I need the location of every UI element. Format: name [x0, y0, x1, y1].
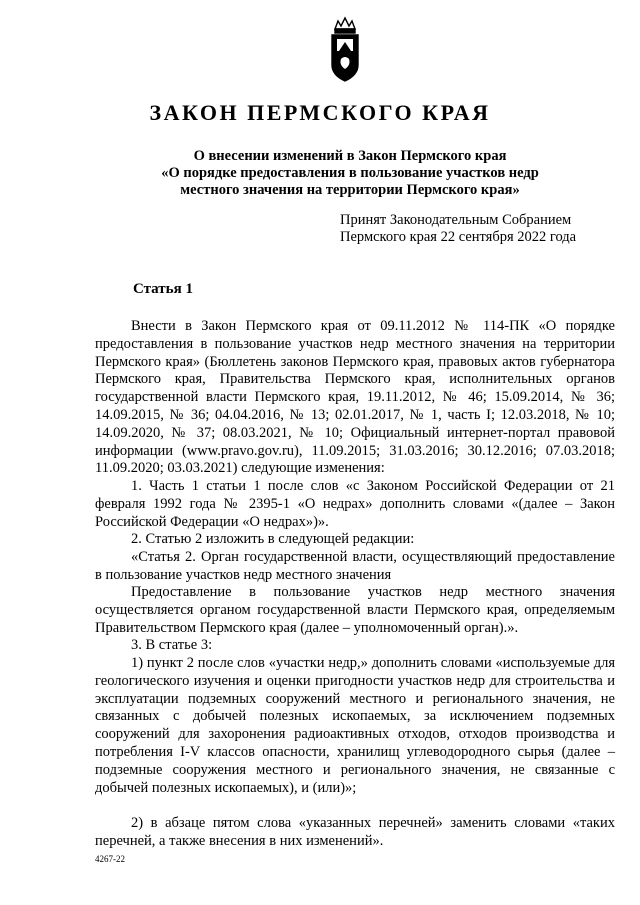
adoption-line: Принят Законодательным Собранием	[340, 212, 572, 228]
paragraph: 2. Статью 2 изложить в следующей редакции:	[131, 531, 415, 547]
subtitle-line: О внесении изменений в Закон Пермского края	[193, 148, 507, 164]
adoption-line: Пермского края 22 сентября 2022 года	[340, 229, 577, 245]
paragraph: Предоставление в пользование участков недр местного значения осуществляется органом государственной власти Пермского края, определяемым Правительством Пермского края (далее – уполномоченный орган).».	[95, 584, 615, 636]
paragraph: 2) в абзаце пятом слова «указанных перечней» заменить словами «таких перечней, а также внесения в них изменений».	[95, 815, 615, 849]
law-subtitle	[100, 148, 600, 199]
subtitle-line: местного значения на территории Пермского края»	[180, 182, 520, 198]
paragraph: 3. В статье 3:	[131, 637, 213, 653]
document-code: 4267-22	[95, 854, 125, 864]
paragraph: Внести в Закон Пермского края от 09.11.2012 № 114-ПК «О порядке предоставления в пользование участков недр местного значения на территории Пермского края» (Бюллетень законов Пермского края, правовых актов губернатора Пермского края, Правительства Пермского края, исполнительных органов государственной власти Пермского края, 19.11.2012, № 46; 15.09.2014, № 36; 14.09.2015, № 36; 04.04.2016, № 13; 02.01.2017, № 1, часть I; 12.03.2018, № 10; 14.09.2020, № 37; 08.03.2021, № 10; Официальный интернет-портал правовой информации (www.pravo.gov.ru), 11.09.2015; 31.03.2016; 30.12.2016; 07.03.2018; 11.09.2020; 03.03.2021) следующие изменения:	[95, 318, 615, 477]
paragraph: 1. Часть 1 статьи 1 после слов «с Законом Российской Федерации от 21 февраля 1992 года № 2395-1 «О недрах» дополнить словами «(далее – Закон Российской Федерации «О недрах»)».	[95, 478, 615, 530]
coat-of-arms-icon	[329, 15, 361, 83]
paragraph: «Статья 2. Орган государственной власти, осуществляющий предоставление в пользование участков недр местного значения	[95, 549, 615, 583]
law-title: ЗАКОН ПЕРМСКОГО КРАЯ	[149, 100, 491, 125]
paragraph: 1) пункт 2 после слов «участки недр,» дополнить словами «используемые для геологического изучения и оценки пригодности участков недр для строительства и эксплуатации подземных сооружений местного и регионального значения, не связанных с добычей полезных ископаемых, за исключением подземных сооружений для захоронения радиоактивных отходов, отходов производства и потребления I-V классов опасности, хранилищ углеводородного сырья (далее – подземные сооружения местного и регионального значения, не связанные с добычей полезных ископаемых), и (или)»;	[95, 655, 615, 796]
subtitle-line: «О порядке предоставления в пользование участков недр	[161, 165, 539, 181]
article-heading: Статья 1	[133, 281, 193, 297]
adoption-note	[340, 212, 576, 246]
